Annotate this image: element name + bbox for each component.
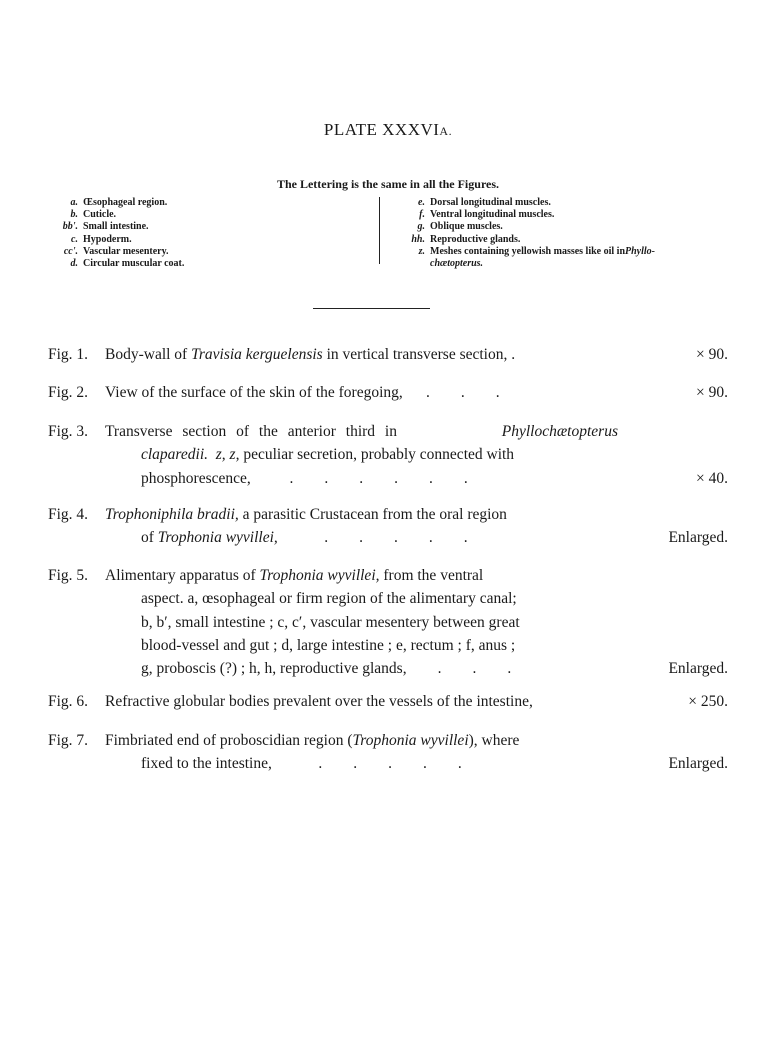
legend-left <box>40 197 370 270</box>
figure-caption-line: Alimentary apparatus of Trophonia wyvillei, from the ventral <box>105 567 484 584</box>
figure-entry-2 <box>48 381 728 404</box>
figure-label: Fig. 4. <box>48 506 89 523</box>
legend-item: cc'. Vascular mesentery. <box>63 245 169 257</box>
figure-entry-6 <box>48 690 728 713</box>
figure-caption-line: Transverse section of the anterior third in Phyllochætopterus <box>105 423 618 440</box>
figure-entry-1 <box>48 343 728 366</box>
figure-label: Fig. 1. <box>48 346 89 363</box>
figure-entry-7 <box>48 729 728 776</box>
legend-item: d. Circular muscular coat. <box>70 258 185 270</box>
figure-caption-line: phosphorescence, . . . . . . <box>141 469 468 487</box>
figure-entry-4 <box>48 503 728 550</box>
plate-title: PLATE XXXVIA. <box>323 120 453 139</box>
figure-caption-line: of Trophonia wyvillei, . . . . . <box>141 529 468 547</box>
magnification: × 90. <box>696 384 728 401</box>
figure-label: Fig. 5. <box>48 567 89 584</box>
figure-caption-line: aspect. a, œsophageal or firm region of the alimentary canal; <box>141 590 517 608</box>
figure-label: Fig. 3. <box>48 423 89 440</box>
legend-item: e. Dorsal longitudinal muscles. <box>418 197 551 208</box>
figure-label: Fig. 2. <box>48 384 89 401</box>
legend-item: c. Hypoderm. <box>71 233 132 245</box>
figure-entry-3 <box>48 420 728 490</box>
lettering-note: The Lettering is the same in all the Figures. <box>276 177 500 191</box>
magnification: Enlarged. <box>668 755 728 773</box>
figure-caption-line: claparedii. z, z, peculiar secretion, probably connected with <box>141 446 515 464</box>
figure-caption: View of the surface of the skin of the foregoing, . . . <box>105 384 500 401</box>
figure-caption-line: blood-vessel and gut ; d, large intestine ; e, rectum ; f, anus ; <box>141 636 516 654</box>
figure-entry-5 <box>48 564 728 680</box>
magnification: Enlarged. <box>668 529 728 547</box>
figure-caption-line: b, b′, small intestine ; c, c′, vascular mesentery between great <box>141 613 520 631</box>
magnification: Enlarged. <box>668 660 728 678</box>
figure-label: Fig. 7. <box>48 732 89 749</box>
legend-item: z. Meshes containing yellowish masses like oil in Phyllo- <box>418 245 656 257</box>
section-rule <box>313 308 430 309</box>
legend-item: bb'. Small intestine. <box>62 221 149 233</box>
legend-item: hh. Reproductive glands. <box>411 233 521 245</box>
figure-caption-line: g, proboscis (?) ; h, h, reproductive glands, . . . <box>141 660 512 678</box>
magnification: × 90. <box>696 346 728 363</box>
legend-item: f. Ventral longitudinal muscles. <box>419 209 555 221</box>
magnification: × 40. <box>696 469 728 487</box>
legend-item: g. Oblique muscles. <box>417 221 503 233</box>
figure-caption-line: Fimbriated end of proboscidian region (Trophonia wyvillei), where <box>105 732 520 749</box>
legend-item-continuation: chætopterus. <box>430 258 484 270</box>
legend-item: b. Cuticle. <box>70 209 117 221</box>
figure-caption: Refractive globular bodies prevalent over the vessels of the intestine, <box>105 693 533 710</box>
plate-title-suffix: A. <box>439 124 453 138</box>
legend-divider <box>379 197 380 264</box>
magnification: × 250. <box>688 693 728 710</box>
figure-caption-line: fixed to the intestine, . . . . . <box>141 755 462 773</box>
figure-caption: Body-wall of Travisia kerguelensis in vertical transverse section, . <box>105 346 516 363</box>
legend-right <box>387 197 727 270</box>
figure-caption-line: Trophoniphila bradii, a parasitic Crustacean from the oral region <box>105 506 507 523</box>
legend-item: a. Œsophageal region. <box>70 197 168 208</box>
figure-label: Fig. 6. <box>48 693 89 710</box>
